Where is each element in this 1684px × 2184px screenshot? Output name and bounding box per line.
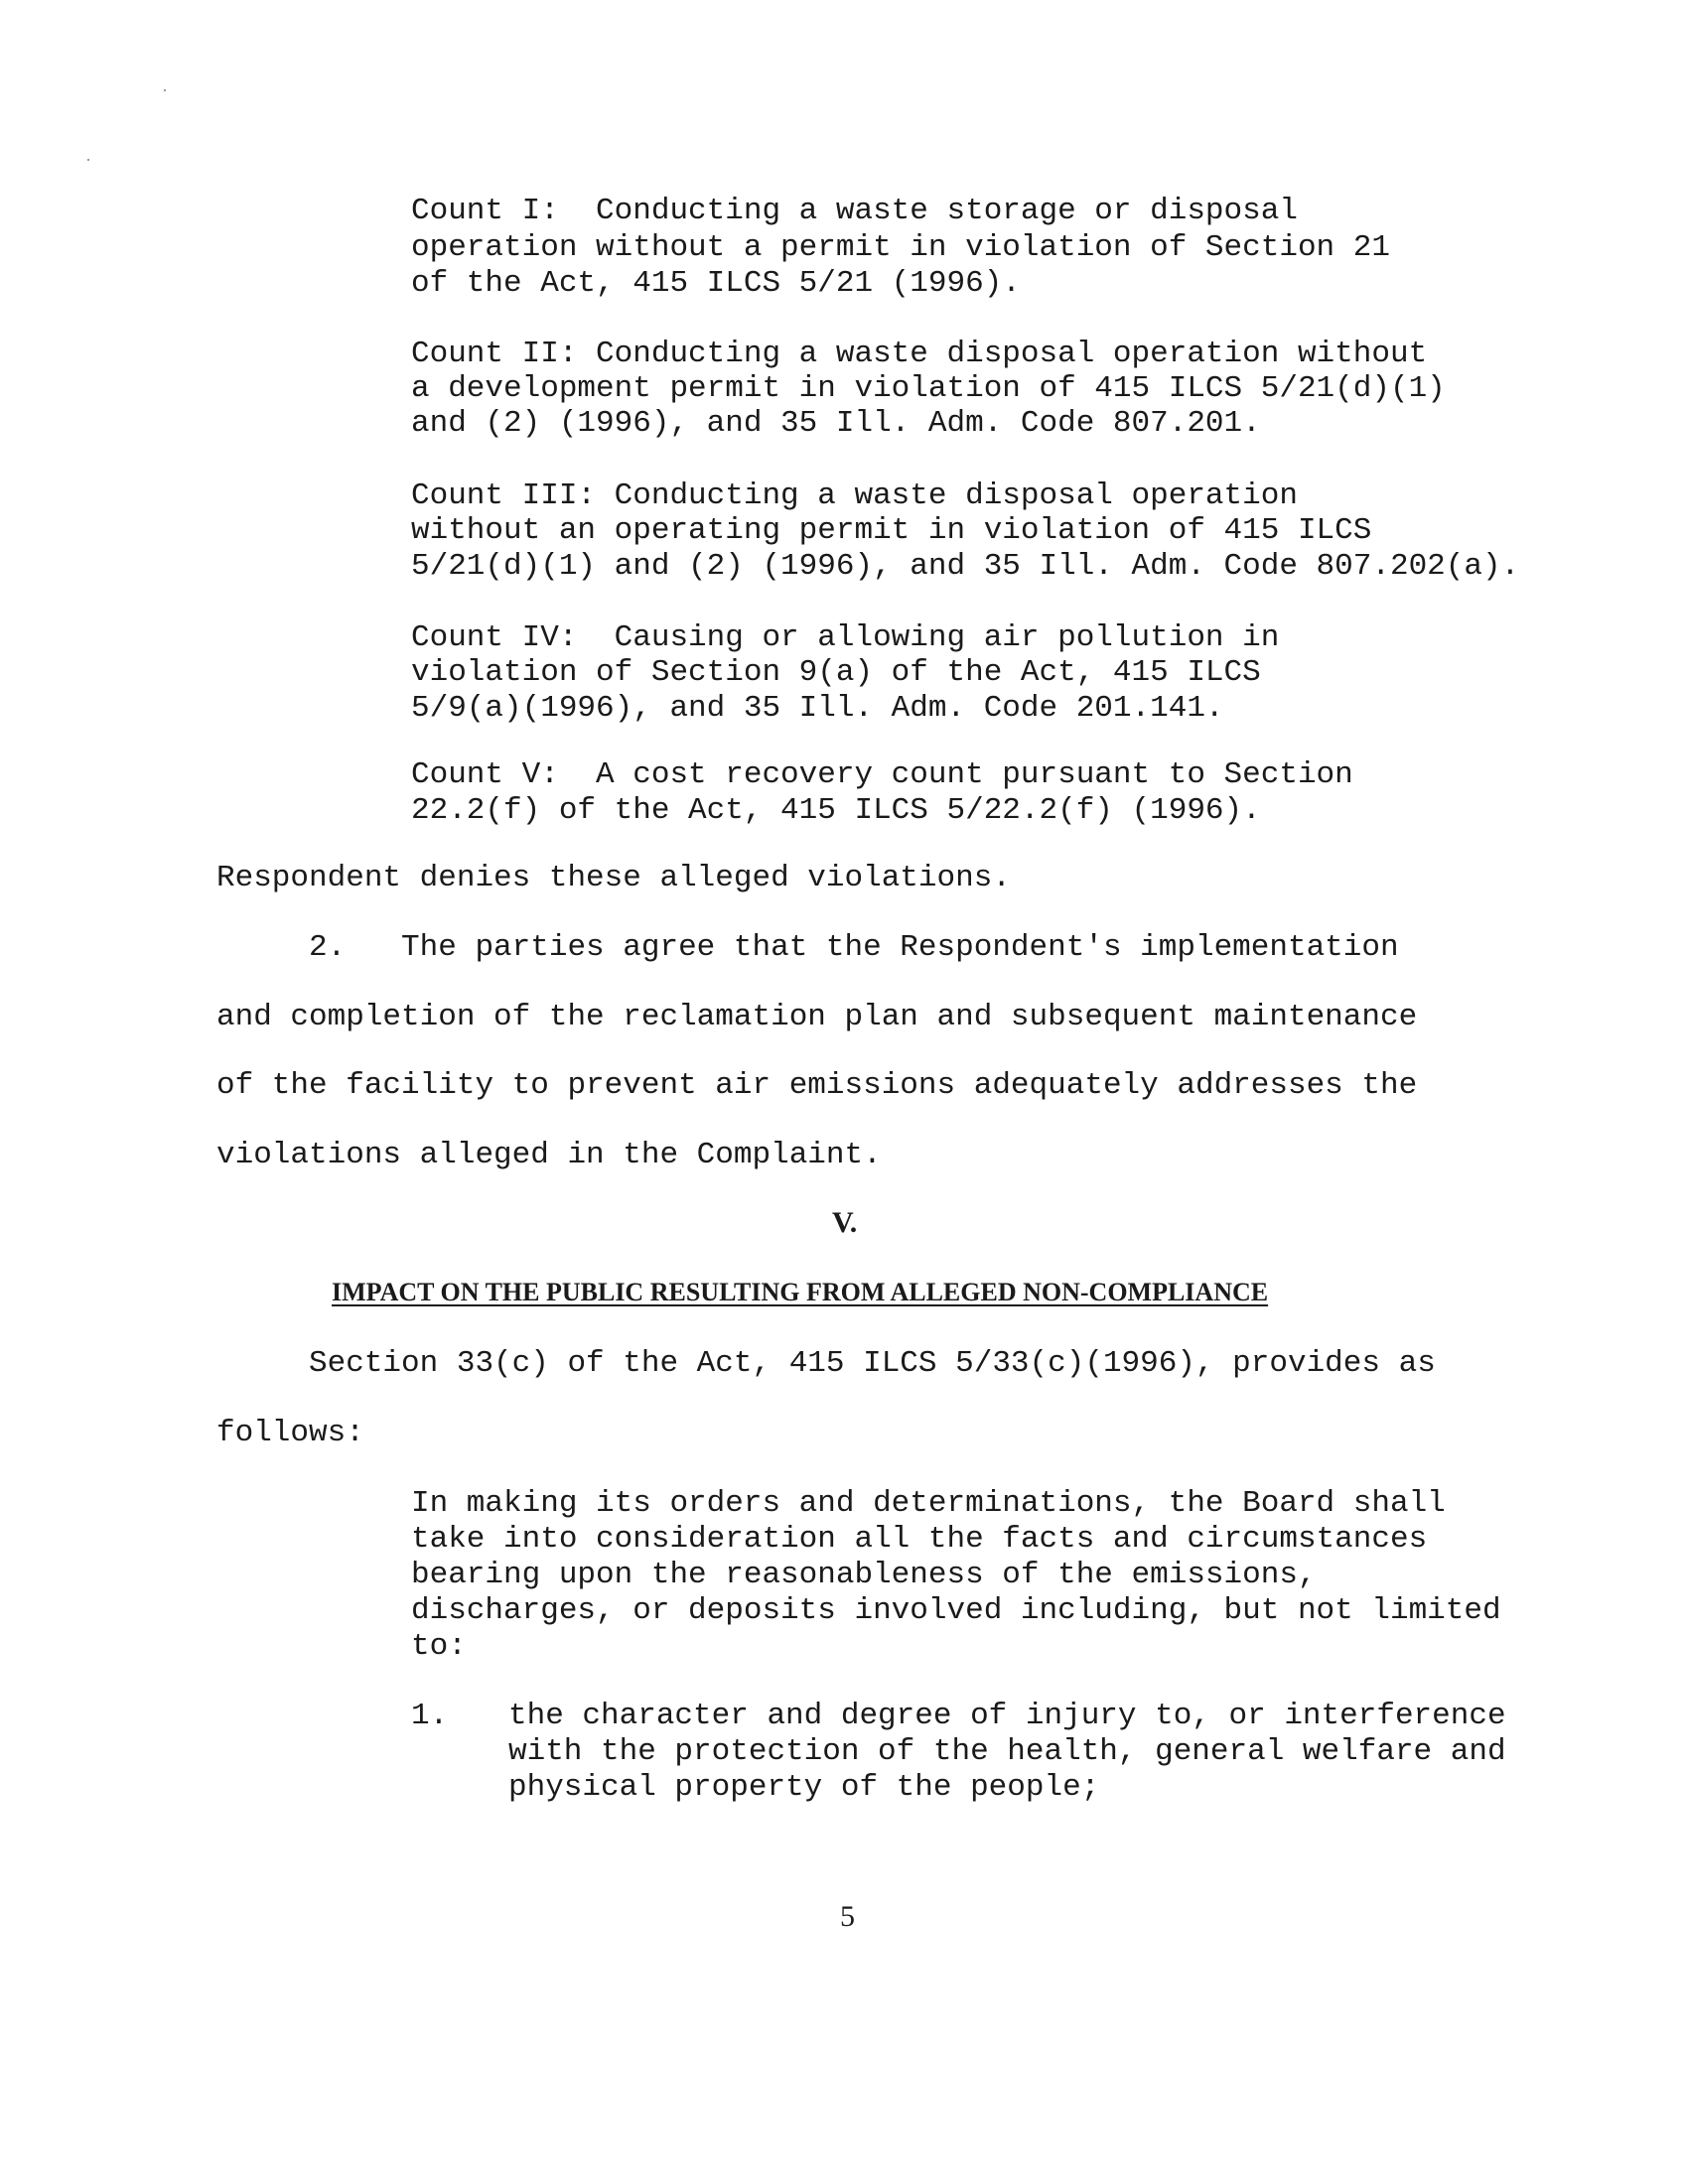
count-1-line-1: Count I: Conducting a waste storage or disposal <box>411 194 1298 228</box>
count-5-line-2: 22.2(f) of the Act, 415 ILCS 5/22.2(f) (1996). <box>411 793 1261 828</box>
count-4-line-1: Count IV: Causing or allowing air pollution in <box>411 620 1280 655</box>
item-1-line-2: with the protection of the health, general welfare and <box>508 1734 1506 1769</box>
count-2-line-2: a development permit in violation of 415 ILCS 5/21(d)(1) <box>411 371 1446 406</box>
count-2-line-1: Count II: Conducting a waste disposal operation without <box>411 337 1428 371</box>
item-1-number: 1. <box>411 1699 449 1733</box>
scan-speck <box>164 89 166 91</box>
count-1-line-3: of the Act, 415 ILCS 5/21 (1996). <box>411 266 1021 301</box>
quote-line-1: In making its orders and determinations, the Board shall <box>411 1486 1446 1521</box>
item-1-line-1: the character and degree of injury to, or interference <box>508 1699 1506 1733</box>
quote-line-2: take into consideration all the facts and circumstances <box>411 1522 1428 1557</box>
intro-line-1: Section 33(c) of the Act, 415 ILCS 5/33(c)(1996), provides as <box>216 1346 1436 1381</box>
paragraph-2-line-4: violations alleged in the Complaint. <box>216 1138 882 1172</box>
count-4-line-2: violation of Section 9(a) of the Act, 415 ILCS <box>411 655 1261 690</box>
scan-speck <box>87 159 89 161</box>
quote-line-5: to: <box>411 1629 467 1664</box>
item-1-line-3: physical property of the people; <box>508 1770 1100 1805</box>
paragraph-2-line-3: of the facility to prevent air emissions adequately addresses the <box>216 1068 1418 1103</box>
quote-line-4: discharges, or deposits involved including, but not limited <box>411 1593 1501 1628</box>
intro-line-2: follows: <box>216 1416 364 1450</box>
count-2-line-3: and (2) (1996), and 35 Ill. Adm. Code 807.201. <box>411 406 1261 441</box>
page-number: 5 <box>840 1900 855 1933</box>
count-3-line-3: 5/21(d)(1) and (2) (1996), and 35 Ill. Adm. Code 807.202(a). <box>411 549 1520 584</box>
count-3-line-2: without an operating permit in violation of 415 ILCS <box>411 513 1372 548</box>
count-3-line-1: Count III: Conducting a waste disposal operation <box>411 478 1298 513</box>
count-4-line-3: 5/9(a)(1996), and 35 Ill. Adm. Code 201.141. <box>411 691 1224 726</box>
quote-line-3: bearing upon the reasonableness of the emissions, <box>411 1558 1317 1592</box>
section-heading: IMPACT ON THE PUBLIC RESULTING FROM ALLEGED NON-COMPLIANCE <box>332 1278 1269 1306</box>
paragraph-2-line-2: and completion of the reclamation plan and subsequent maintenance <box>216 1000 1418 1034</box>
denial-statement: Respondent denies these alleged violations. <box>216 861 1011 895</box>
count-5-line-1: Count V: A cost recovery count pursuant to Section <box>411 757 1353 792</box>
section-numeral: V. <box>832 1206 858 1239</box>
paragraph-2-line-1: 2. The parties agree that the Respondent's implementation <box>216 930 1399 965</box>
count-1-line-2: operation without a permit in violation of Section 21 <box>411 230 1390 265</box>
